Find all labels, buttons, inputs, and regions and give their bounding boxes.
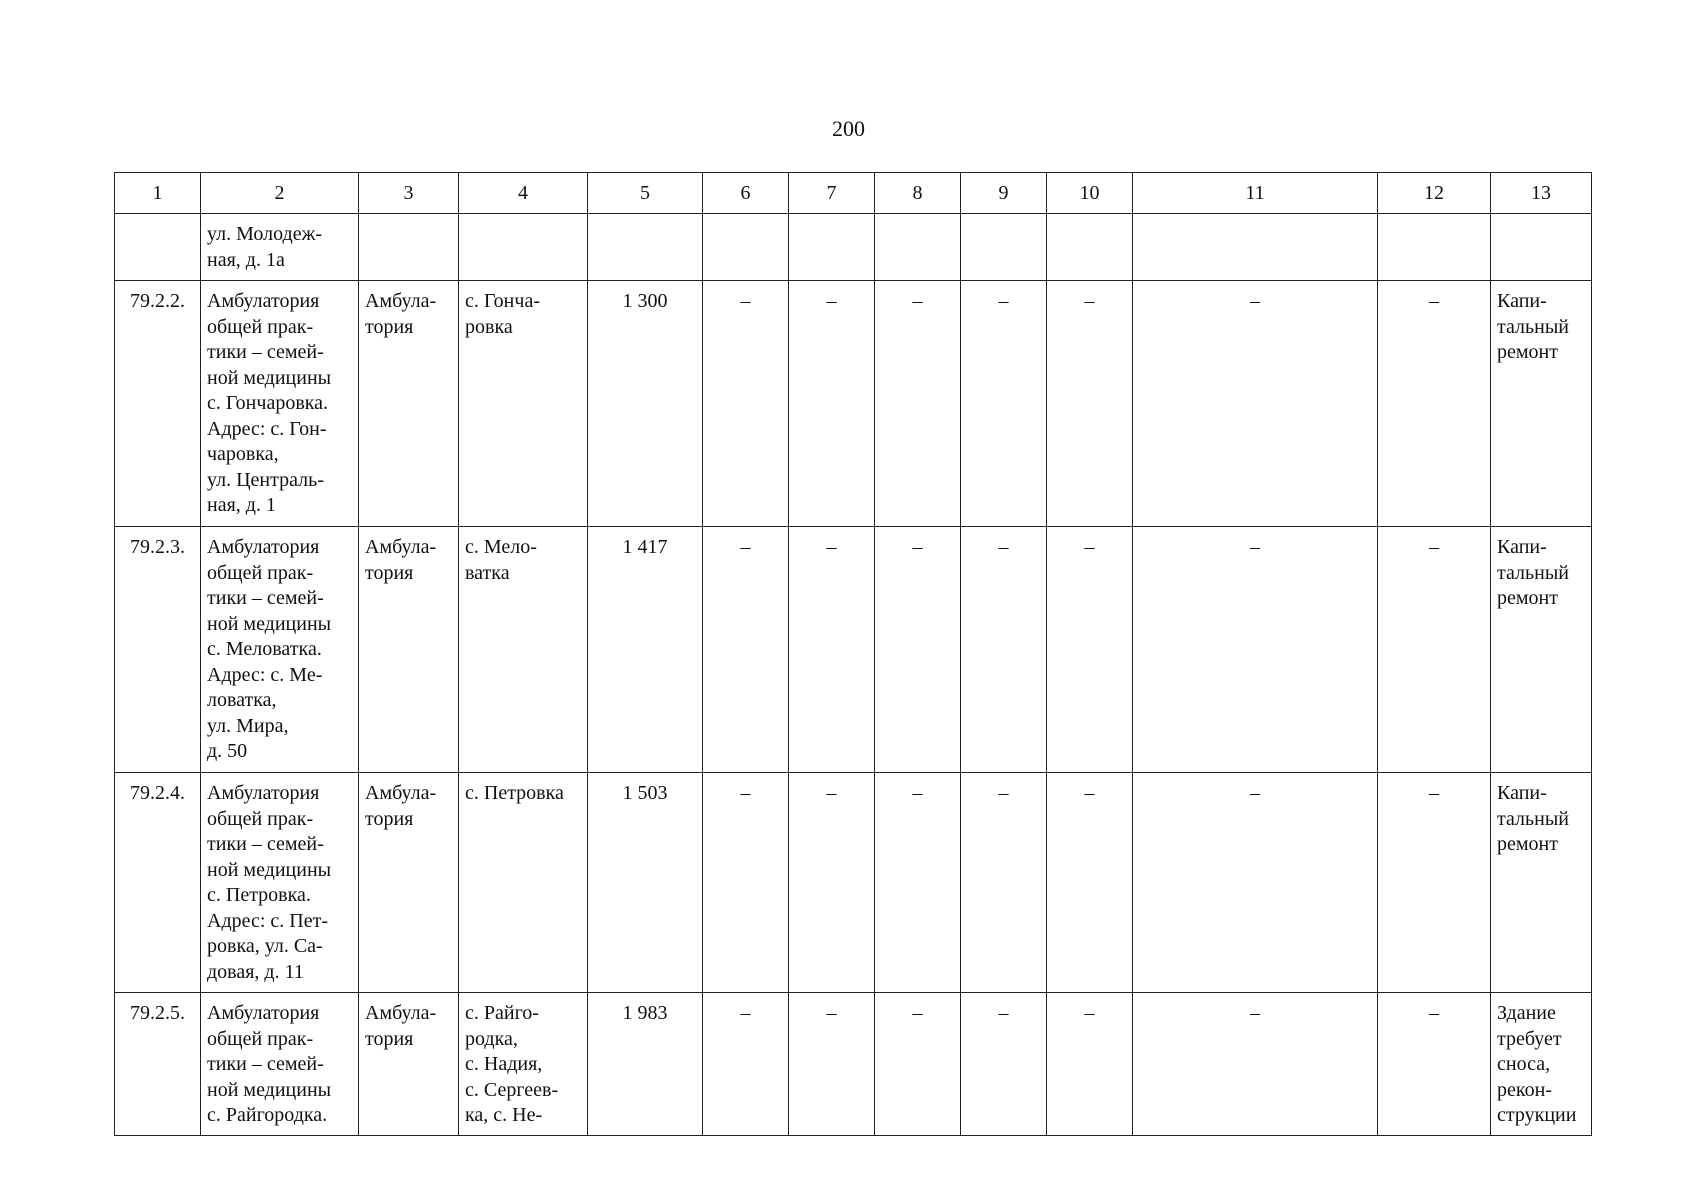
table-cell: – xyxy=(961,527,1047,773)
table-cell: – xyxy=(961,993,1047,1136)
table-cell xyxy=(1378,214,1491,281)
table-cell: с. Мело- ватка xyxy=(459,527,588,773)
table-row xyxy=(115,281,1592,527)
table-cell: – xyxy=(789,993,875,1136)
table-row xyxy=(115,527,1592,773)
table-cell xyxy=(359,214,459,281)
table-cell xyxy=(588,214,703,281)
table-cell: – xyxy=(789,527,875,773)
table-cell: – xyxy=(875,527,961,773)
table-cell: Амбула- тория xyxy=(359,773,459,993)
table-cell xyxy=(875,214,961,281)
column-header: 3 xyxy=(359,173,459,214)
table-cell: ул. Молодеж- ная, д. 1а xyxy=(201,214,359,281)
table-cell: 79.2.3. xyxy=(115,527,201,773)
table-cell: – xyxy=(1133,773,1378,993)
table-cell: с. Райго- родка, с. Надия, с. Сергеев- ка, с. Не- xyxy=(459,993,588,1136)
table-cell: – xyxy=(1047,527,1133,773)
column-header: 12 xyxy=(1378,173,1491,214)
column-header: 5 xyxy=(588,173,703,214)
table-cell: Капи- тальный ремонт xyxy=(1491,773,1592,993)
table-cell: Амбула- тория xyxy=(359,527,459,773)
table-cell: – xyxy=(1047,993,1133,1136)
table-cell: – xyxy=(1133,281,1378,527)
table-row xyxy=(115,993,1592,1136)
table-cell: 79.2.4. xyxy=(115,773,201,993)
table-cell: – xyxy=(1133,527,1378,773)
column-header: 13 xyxy=(1491,173,1592,214)
table-cell: – xyxy=(703,773,789,993)
column-header: 1 xyxy=(115,173,201,214)
table-cell xyxy=(703,214,789,281)
table-cell: 1 983 xyxy=(588,993,703,1136)
column-header: 9 xyxy=(961,173,1047,214)
table-cell xyxy=(1491,214,1592,281)
table-cell: Амбула- тория xyxy=(359,993,459,1136)
table-cell: – xyxy=(1378,773,1491,993)
table-cell: – xyxy=(961,281,1047,527)
table-cell: Здание требует сноса, рекон- струкции xyxy=(1491,993,1592,1136)
table-cell: – xyxy=(703,281,789,527)
table-cell: 79.2.5. xyxy=(115,993,201,1136)
table-cell: – xyxy=(703,993,789,1136)
table-cell xyxy=(115,214,201,281)
table-cell: – xyxy=(1378,993,1491,1136)
table-cell xyxy=(789,214,875,281)
table-cell: – xyxy=(1133,993,1378,1136)
table-cell: – xyxy=(961,773,1047,993)
table-cell: – xyxy=(875,993,961,1136)
table-cell: с. Гонча- ровка xyxy=(459,281,588,527)
table-cell: 1 503 xyxy=(588,773,703,993)
table-cell: – xyxy=(1047,281,1133,527)
table-cell: Амбулатория общей прак- тики – семей- ной медицины с. Райгородка. xyxy=(201,993,359,1136)
column-header: 2 xyxy=(201,173,359,214)
table-cell: Амбулатория общей прак- тики – семей- ной медицины с. Гончаровка. Адрес: с. Гон- чаровка, ул. Централь- ная, д. 1 xyxy=(201,281,359,527)
table-cell: – xyxy=(789,773,875,993)
table-cell xyxy=(1133,214,1378,281)
column-header: 6 xyxy=(703,173,789,214)
table-cell: Амбула- тория xyxy=(359,281,459,527)
table-cell xyxy=(459,214,588,281)
table-cell xyxy=(961,214,1047,281)
column-header: 10 xyxy=(1047,173,1133,214)
table-cell: Капи- тальный ремонт xyxy=(1491,281,1592,527)
table-cell: 1 300 xyxy=(588,281,703,527)
table-row xyxy=(115,773,1592,993)
document-table xyxy=(114,172,1592,1136)
column-header: 7 xyxy=(789,173,875,214)
table-cell: – xyxy=(1378,281,1491,527)
page-number: 200 xyxy=(832,116,865,141)
column-header: 11 xyxy=(1133,173,1378,214)
table-row xyxy=(115,214,1592,281)
table-cell: – xyxy=(875,773,961,993)
table-cell: – xyxy=(703,527,789,773)
table-cell: 79.2.2. xyxy=(115,281,201,527)
table-cell: Амбулатория общей прак- тики – семей- ной медицины с. Меловатка. Адрес: с. Ме- ловатка, ул. Мира, д. 50 xyxy=(201,527,359,773)
table-cell: – xyxy=(1047,773,1133,993)
table-cell: – xyxy=(1378,527,1491,773)
table-cell: – xyxy=(789,281,875,527)
column-header: 4 xyxy=(459,173,588,214)
table-header-row xyxy=(115,173,1592,214)
table-cell: Амбулатория общей прак- тики – семей- ной медицины с. Петровка. Адрес: с. Пет- ровка, ул. Са- довая, д. 11 xyxy=(201,773,359,993)
column-header: 8 xyxy=(875,173,961,214)
table-cell xyxy=(1047,214,1133,281)
table-cell: с. Петровка xyxy=(459,773,588,993)
table-cell: – xyxy=(875,281,961,527)
table-cell: 1 417 xyxy=(588,527,703,773)
table-cell: Капи- тальный ремонт xyxy=(1491,527,1592,773)
